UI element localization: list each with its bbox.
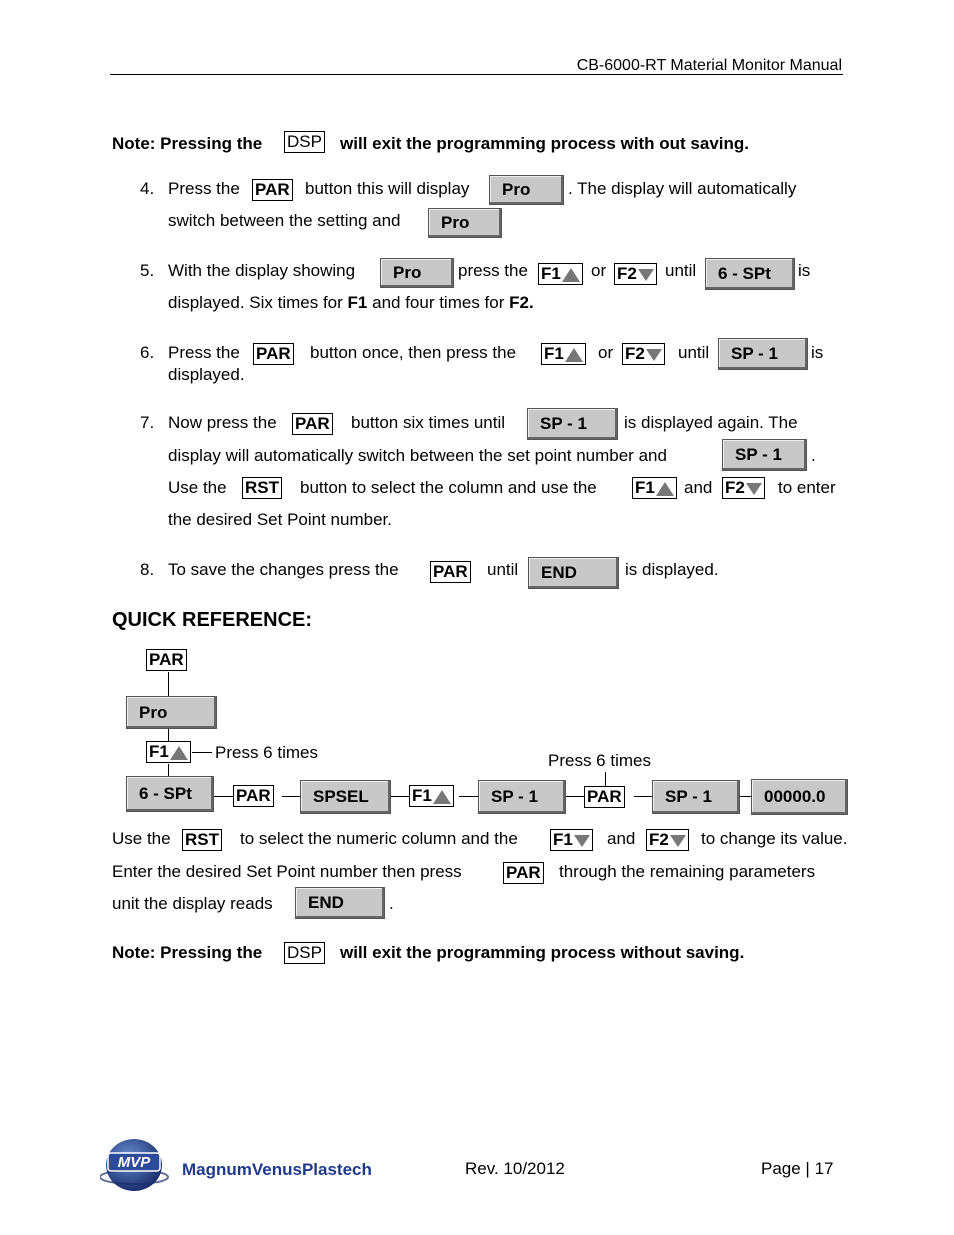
svg-text:MagnumVenusPlastech: MagnumVenusPlastech: [182, 1160, 372, 1179]
step-text: button once, then press the: [310, 343, 517, 362]
step-text: To save the changes press the: [168, 560, 399, 579]
para-text: Use the: [112, 829, 171, 848]
down-arrow-icon: [746, 483, 762, 495]
display-pro: Pro: [126, 696, 217, 729]
step-text: display will automatically switch between the set point number and: [168, 446, 667, 465]
para-text: .: [389, 894, 394, 913]
step-number: 6.: [140, 343, 155, 362]
par-key: PAR: [584, 786, 625, 808]
step-text: or: [591, 261, 607, 280]
para-text: and: [607, 829, 636, 848]
connector: [168, 764, 169, 776]
note-top-suffix: will exit the programming process with out saving.: [340, 134, 750, 153]
connector: [634, 796, 652, 797]
display-end: END: [528, 557, 619, 589]
f1-key: F1: [550, 829, 593, 851]
step-number: 4.: [140, 179, 155, 198]
svg-text:MVP: MVP: [117, 1154, 151, 1171]
display-6-spt: 6 - SPt: [705, 258, 795, 290]
manual-title: CB-6000-RT Material Monitor Manual: [576, 57, 842, 74]
para-text: to select the numeric column and the: [240, 829, 518, 848]
display-sp-1: SP - 1: [718, 338, 808, 370]
f2-key: F2: [646, 829, 689, 851]
par-key: PAR: [292, 413, 333, 435]
display-value: 00000.0: [751, 779, 848, 815]
step-text: switch between the setting and: [168, 211, 401, 230]
step-text: is: [798, 261, 811, 280]
connector: [214, 796, 233, 797]
note-top: Note: Pressing the: [112, 134, 263, 153]
display-end: END: [295, 887, 385, 919]
step-text: is displayed again. The: [624, 413, 798, 432]
mvp-logo-icon: [100, 1133, 390, 1193]
f1-key: F1: [409, 785, 454, 807]
connector: [192, 752, 212, 753]
step-text: until: [665, 261, 697, 280]
down-arrow-icon: [574, 835, 590, 847]
f2-key: F2: [622, 343, 665, 365]
press-six-times-label: Press 6 times: [548, 751, 651, 770]
step-text: Press the: [168, 343, 240, 362]
para-text: Enter the desired Set Point number then press: [112, 862, 462, 881]
par-key: PAR: [146, 649, 187, 671]
par-key: PAR: [503, 862, 544, 884]
f1-key: F1: [146, 741, 191, 763]
step-text: Use the: [168, 478, 227, 497]
step-text: to enter: [778, 478, 836, 497]
step-text: With the display showing: [168, 261, 356, 280]
up-arrow-icon: [562, 268, 580, 282]
header-rule: [110, 74, 843, 75]
display-6-spt: 6 - SPt: [126, 776, 214, 812]
press-six-times-label: Press 6 times: [215, 743, 318, 762]
step-text: . The display will automatically: [568, 179, 797, 198]
par-key: PAR: [233, 785, 274, 807]
down-arrow-icon: [646, 349, 662, 361]
step-text: displayed.: [168, 365, 245, 384]
down-arrow-icon: [638, 269, 654, 281]
f2-key: F2: [614, 263, 657, 285]
step-text: is: [811, 343, 824, 362]
connector: [566, 796, 584, 797]
connector: [459, 796, 478, 797]
display-sp-1: SP - 1: [478, 780, 566, 814]
display-sp-1: SP - 1: [527, 408, 618, 440]
step-number: 8.: [140, 560, 155, 579]
para-text: unit the display reads: [112, 894, 273, 913]
step-text: press the: [458, 261, 528, 280]
f1-key: F1: [538, 263, 583, 285]
display-pro: Pro: [489, 175, 564, 205]
par-key: PAR: [253, 343, 294, 365]
f1-key: F1: [541, 343, 586, 365]
connector: [168, 672, 169, 697]
para-text: through the remaining parameters: [559, 862, 816, 881]
step-text: the desired Set Point number.: [168, 510, 392, 529]
display-sp-1: SP - 1: [652, 780, 740, 814]
step-text: Now press the: [168, 413, 277, 432]
step-text: button six times until: [351, 413, 506, 432]
step-text: and: [684, 478, 713, 497]
step-text: until: [487, 560, 519, 579]
down-arrow-icon: [670, 835, 686, 847]
note-bottom: Note: Pressing the: [112, 943, 263, 962]
note-bottom-suffix: will exit the programming process without saving.: [340, 943, 745, 962]
up-arrow-icon: [170, 746, 188, 760]
connector: [282, 796, 301, 797]
step-text: button to select the column and use the: [300, 478, 597, 497]
display-spsel: SPSEL: [300, 780, 391, 814]
up-arrow-icon: [565, 348, 583, 362]
up-arrow-icon: [433, 790, 451, 804]
step-text: button this will display: [305, 179, 470, 198]
display-pro: Pro: [380, 258, 454, 288]
par-key: PAR: [430, 561, 471, 583]
step-text: displayed. Six times for F1 and four times for F2.: [168, 293, 534, 312]
par-key: PAR: [252, 179, 293, 201]
step-text: until: [678, 343, 710, 362]
connector: [168, 729, 169, 741]
f2-key: F2: [722, 477, 765, 499]
f1-key: F1: [632, 477, 677, 499]
step-number: 5.: [140, 261, 155, 280]
rst-key: RST: [182, 829, 222, 851]
step-text: .: [811, 446, 816, 465]
display-sp-1: SP - 1: [722, 439, 807, 471]
step-text: is displayed.: [625, 560, 719, 579]
step-text: or: [598, 343, 614, 362]
step-number: 7.: [140, 413, 155, 432]
revision-date: Rev. 10/2012: [465, 1159, 565, 1178]
connector: [391, 796, 409, 797]
quick-reference-title: QUICK REFERENCE:: [112, 609, 313, 631]
para-text: to change its value.: [701, 829, 848, 848]
page-number: Page | 17: [761, 1159, 834, 1178]
dsp-key: DSP: [284, 942, 325, 964]
step-text: Press the: [168, 179, 240, 198]
rst-key: RST: [242, 477, 282, 499]
dsp-key: DSP: [284, 131, 325, 153]
up-arrow-icon: [656, 482, 674, 496]
display-pro: Pro: [428, 208, 502, 238]
connector: [605, 772, 606, 786]
company-logo: [100, 1133, 390, 1193]
